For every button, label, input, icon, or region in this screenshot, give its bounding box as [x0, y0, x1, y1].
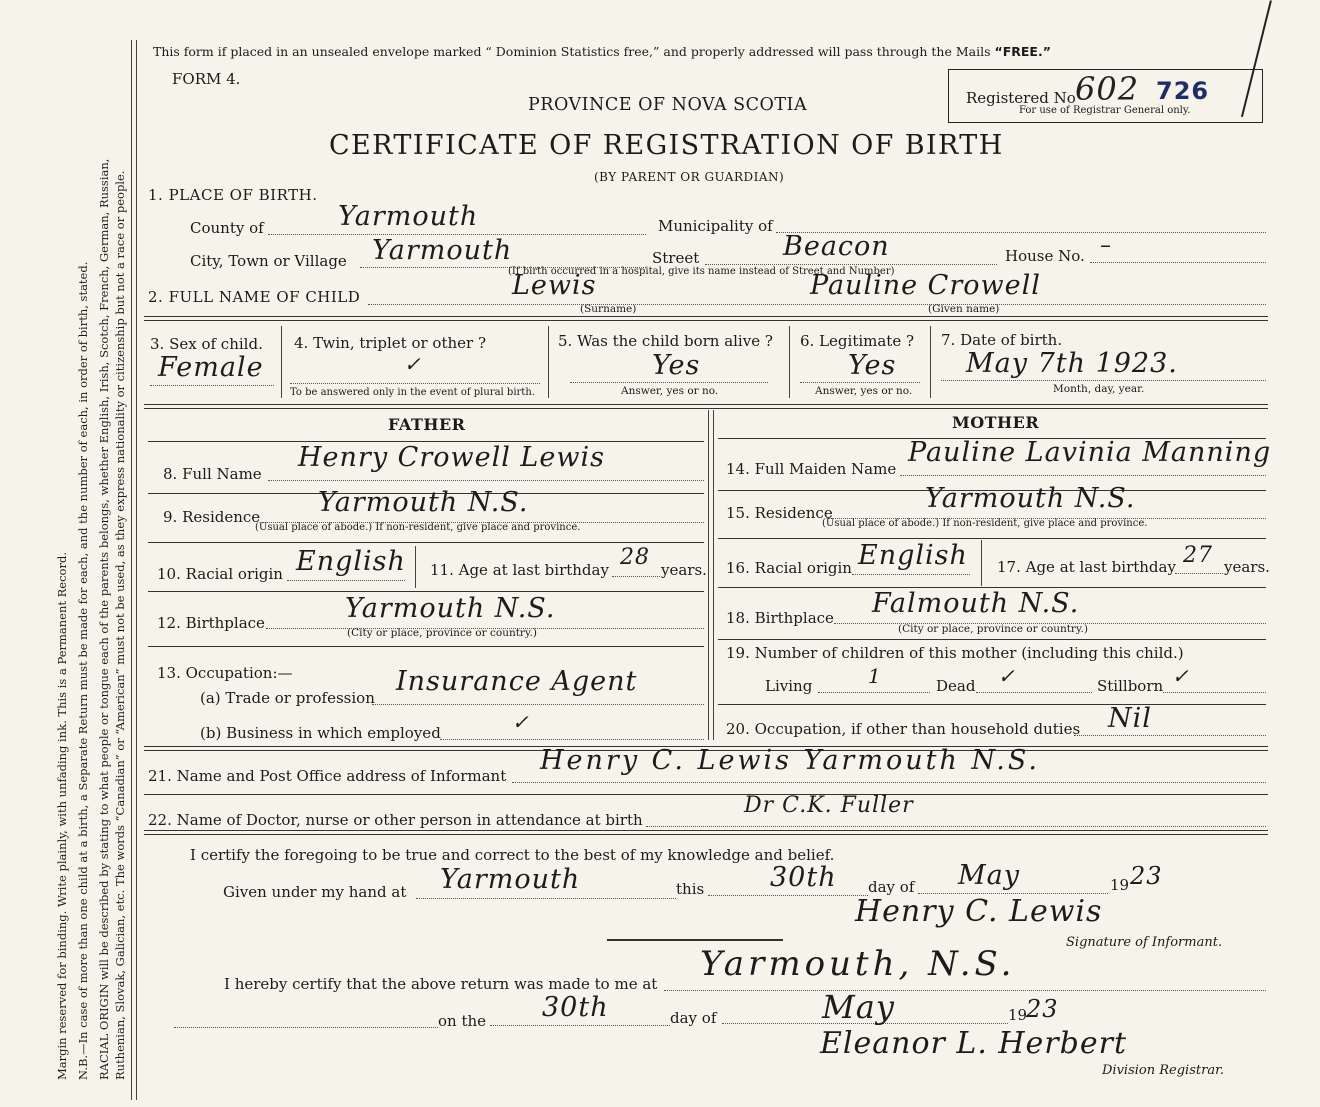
margin-rule — [131, 40, 132, 1100]
city-value: Yarmouth — [372, 235, 513, 266]
registrar-general-note: For use of Registrar General only. — [1019, 105, 1191, 116]
mother-race-line — [852, 574, 970, 575]
mother-rule-2 — [718, 538, 1266, 539]
divider-short — [607, 939, 783, 941]
father-name-label: 8. Full Name — [163, 465, 262, 483]
given-under-hand-label: Given under my hand at — [223, 883, 407, 901]
father-trade-value: Insurance Agent — [396, 666, 638, 697]
father-birthplace-label: 12. Birthplace — [157, 614, 265, 632]
stillborn-value: ✓ — [1172, 664, 1190, 688]
registrar-year-value: 23 — [1026, 995, 1059, 1023]
twin-label: 4. Twin, triplet or other ? — [294, 334, 486, 352]
divider-4-5 — [548, 326, 549, 398]
mother-name-line — [900, 475, 1266, 476]
rule-after-child — [144, 316, 1268, 321]
registrar-day-of-label: day of — [670, 1009, 717, 1027]
informant-label: 21. Name and Post Office address of Informant — [148, 767, 507, 785]
city-label: City, Town or Village — [190, 252, 347, 270]
alive-line — [570, 382, 768, 383]
doctor-line — [646, 826, 1266, 827]
given-name-note: (Given name) — [928, 303, 1000, 315]
sex-label: 3. Sex of child. — [150, 335, 263, 353]
given-month-value: May — [958, 860, 1020, 891]
father-heading: FATHER — [388, 415, 466, 434]
mail-notice-text: This form if placed in an unsealed envelope marked “ Dominion Statistics free,” and properly addressed will pass through the Mails — [153, 44, 991, 59]
father-residence-label: 9. Residence — [163, 508, 261, 526]
mother-occupation-value: Nil — [1108, 703, 1152, 734]
center-divider-2 — [713, 410, 714, 740]
mother-birthplace-label: 18. Birthplace — [726, 609, 834, 627]
father-birthplace-value: Yarmouth N.S. — [345, 593, 556, 624]
center-divider — [708, 410, 709, 740]
twin-line — [290, 383, 540, 384]
street-label: Street — [652, 249, 700, 267]
father-years-label: years. — [661, 561, 707, 579]
mail-free-text: “FREE.” — [994, 44, 1051, 59]
father-residence-value: Yarmouth N.S. — [318, 487, 529, 518]
sex-value: Female — [158, 352, 264, 383]
legitimate-value: Yes — [848, 350, 897, 381]
stillborn-line — [1163, 692, 1266, 693]
division-registrar-label: Division Registrar. — [1102, 1063, 1224, 1078]
father-age-label: 11. Age at last birthday — [430, 561, 609, 579]
father-name-line — [268, 480, 704, 481]
dead-value: ✓ — [998, 664, 1016, 688]
born-alive-value: Yes — [652, 350, 701, 381]
registrar-statement: I hereby certify that the above return was made to me at — [224, 975, 658, 993]
registrar-year-prefix: 19 — [1008, 1006, 1028, 1024]
legitimate-note: Answer, yes or no. — [815, 385, 913, 397]
mother-age-line — [1175, 573, 1223, 574]
house-number-label: House No. — [1005, 247, 1085, 265]
surname-note: (Surname) — [580, 303, 637, 315]
informant-signature: Henry C. Lewis — [855, 894, 1103, 929]
father-rule-2 — [148, 542, 704, 543]
mother-residence-label: 15. Residence — [726, 504, 833, 522]
given-day-value: 30th — [770, 862, 837, 893]
divider-6-7 — [930, 326, 931, 398]
mother-race-label: 16. Racial origin — [726, 559, 852, 577]
father-name-value: Henry Crowell Lewis — [298, 442, 605, 473]
father-birthplace-note: (City or place, province or country.) — [347, 627, 537, 639]
rule-after-doctor — [144, 830, 1268, 835]
father-trade-line — [372, 704, 704, 705]
on-the-label: on the — [438, 1012, 487, 1030]
registrar-day-value: 30th — [542, 992, 609, 1023]
house-line — [1090, 262, 1266, 263]
registrar-signature: Eleanor L. Herbert — [820, 1026, 1127, 1061]
province-title: PROVINCE OF NOVA SCOTIA — [528, 95, 808, 115]
dob-label: 7. Date of birth. — [941, 331, 1063, 349]
margin-note-multiple-births: N.B.—In case of more than one child at a birth, a Separate Return must be made for each, and the number of each, in order of birth, stated. — [76, 261, 90, 1080]
dob-note: Month, day, year. — [1053, 383, 1145, 395]
mother-rule-4 — [718, 639, 1266, 640]
place-of-birth-label: 1. PLACE OF BIRTH. — [148, 186, 318, 204]
father-age-value: 28 — [620, 545, 650, 570]
day-of-label: day of — [868, 878, 915, 896]
born-alive-label: 5. Was the child born alive ? — [558, 332, 773, 350]
child-surname-value: Lewis — [512, 270, 597, 301]
mother-residence-value: Yarmouth N.S. — [925, 483, 1136, 514]
registrar-month-value: May — [822, 988, 895, 1026]
mother-occupation-label: 20. Occupation, if other than household duties — [726, 720, 1081, 738]
rule-after-informant — [144, 794, 1268, 795]
father-rule-4 — [148, 646, 704, 647]
margin-note-binding: Margin reserved for binding. Write plainly, with unfading ink. This is a Permanent Record. — [55, 552, 69, 1080]
informant-line — [512, 782, 1266, 783]
mother-birthplace-value: Falmouth N.S. — [872, 588, 1080, 619]
father-race-divider — [415, 546, 416, 588]
given-day-line — [708, 895, 868, 896]
father-residence-note: (Usual place of abode.) If non-resident, give place and province. — [255, 522, 581, 533]
registered-label: Registered No — [966, 89, 1076, 107]
mother-years-label: years. — [1224, 558, 1270, 576]
doctor-value: Dr C.K. Fuller — [744, 793, 914, 818]
legitimate-label: 6. Legitimate ? — [800, 332, 915, 350]
registered-number-handwritten: 602 — [1075, 70, 1140, 108]
dead-line — [976, 692, 1092, 693]
child-name-label: 2. FULL NAME OF CHILD — [148, 288, 361, 306]
this-label: this — [676, 880, 705, 898]
sex-line — [150, 385, 274, 386]
child-name-line — [368, 304, 1266, 305]
mail-notice — [153, 44, 1051, 59]
mother-age-label: 17. Age at last birthday — [997, 558, 1176, 576]
margin-note-racial-origin: RACIAL ORIGIN will be described by stating to what people or tongue each of the parents belongs, whether English, Irish, Scotch, French, German, Russian, — [97, 158, 111, 1080]
father-race-value: English — [296, 546, 406, 577]
informant-value: Henry C. Lewis Yarmouth N.S. — [540, 745, 1041, 776]
hospital-note: (If birth occurred in a hospital, give its name instead of Street and Number) — [508, 266, 895, 277]
mother-name-value: Pauline Lavinia Manning — [908, 437, 1272, 468]
living-value: 1 — [868, 664, 882, 688]
registered-number-stamp: 726 — [1156, 77, 1210, 105]
registrar-blank-line — [174, 1027, 438, 1028]
mother-birthplace-note: (City or place, province or country.) — [898, 623, 1088, 635]
registration-box — [948, 69, 1263, 123]
county-value: Yarmouth — [338, 201, 479, 232]
dead-label: Dead — [936, 677, 976, 695]
born-alive-note: Answer, yes or no. — [621, 385, 719, 397]
mother-residence-note: (Usual place of abode.) If non-resident, give place and province. — [822, 518, 1148, 529]
father-age-line — [612, 576, 660, 577]
margin-note-nationality: Ruthenian, Slovak, Galician, etc. The words “Canadian” or “American” must not be used, as they express nationality or citizenship but not a race or people. — [113, 170, 127, 1080]
legit-line — [800, 382, 920, 383]
street-line — [705, 264, 997, 265]
certify-statement: I certify the foregoing to be true and correct to the best of my knowledge and belief. — [190, 846, 835, 864]
house-number-value: – — [1100, 233, 1112, 258]
living-label: Living — [765, 677, 813, 695]
child-given-name-value: Pauline Crowell — [810, 270, 1041, 301]
father-business-label: (b) Business in which employed — [200, 724, 441, 742]
twin-note: To be answered only in the event of plural birth. — [290, 387, 535, 398]
margin-rule-inner — [136, 40, 137, 1100]
doctor-label: 22. Name of Doctor, nurse or other person in attendance at birth — [148, 811, 643, 829]
dob-line — [941, 380, 1266, 381]
municipality-label: Municipality of — [658, 217, 773, 235]
mother-occ-line — [1074, 735, 1266, 736]
certificate-title: CERTIFICATE OF REGISTRATION OF BIRTH — [329, 130, 1004, 161]
county-label: County of — [190, 219, 264, 237]
given-place-value: Yarmouth — [440, 864, 581, 895]
mother-name-label: 14. Full Maiden Name — [726, 460, 897, 478]
given-year-value: 23 — [1130, 862, 1163, 890]
registrar-place-value: Yarmouth, N.S. — [700, 944, 1016, 984]
rule-after-row3 — [144, 404, 1268, 409]
living-line — [818, 692, 930, 693]
mother-heading: MOTHER — [952, 413, 1040, 432]
divider-5-6 — [789, 326, 790, 398]
signature-of-informant-label: Signature of Informant. — [1066, 935, 1223, 950]
mother-age-value: 27 — [1183, 543, 1213, 568]
father-rule-3 — [148, 591, 704, 592]
street-value: Beacon — [783, 231, 890, 262]
father-race-label: 10. Racial origin — [157, 565, 283, 583]
mother-race-value: English — [858, 540, 968, 571]
given-year-prefix: 19 — [1110, 876, 1130, 894]
given-place-line — [416, 898, 676, 899]
father-race-line — [287, 580, 405, 581]
father-business-value: ✓ — [512, 710, 530, 734]
father-trade-label: (a) Trade or profession — [200, 689, 375, 707]
form-number: FORM 4. — [172, 70, 241, 88]
certificate-subtitle: (BY PARENT OR GUARDIAN) — [594, 170, 785, 184]
mother-race-divider — [981, 540, 982, 586]
father-business-line — [440, 739, 704, 740]
twin-value: ✓ — [404, 352, 422, 376]
stillborn-label: Stillborn — [1097, 677, 1164, 695]
registrar-day-line — [490, 1025, 670, 1026]
divider-3-4 — [281, 326, 282, 398]
registrar-place-line — [664, 990, 1266, 991]
mother-children-label: 19. Number of children of this mother (including this child.) — [726, 644, 1184, 662]
mother-rule-5 — [718, 704, 1266, 705]
dob-value: May 7th 1923. — [966, 348, 1178, 379]
father-occupation-label: 13. Occupation:— — [157, 664, 293, 682]
